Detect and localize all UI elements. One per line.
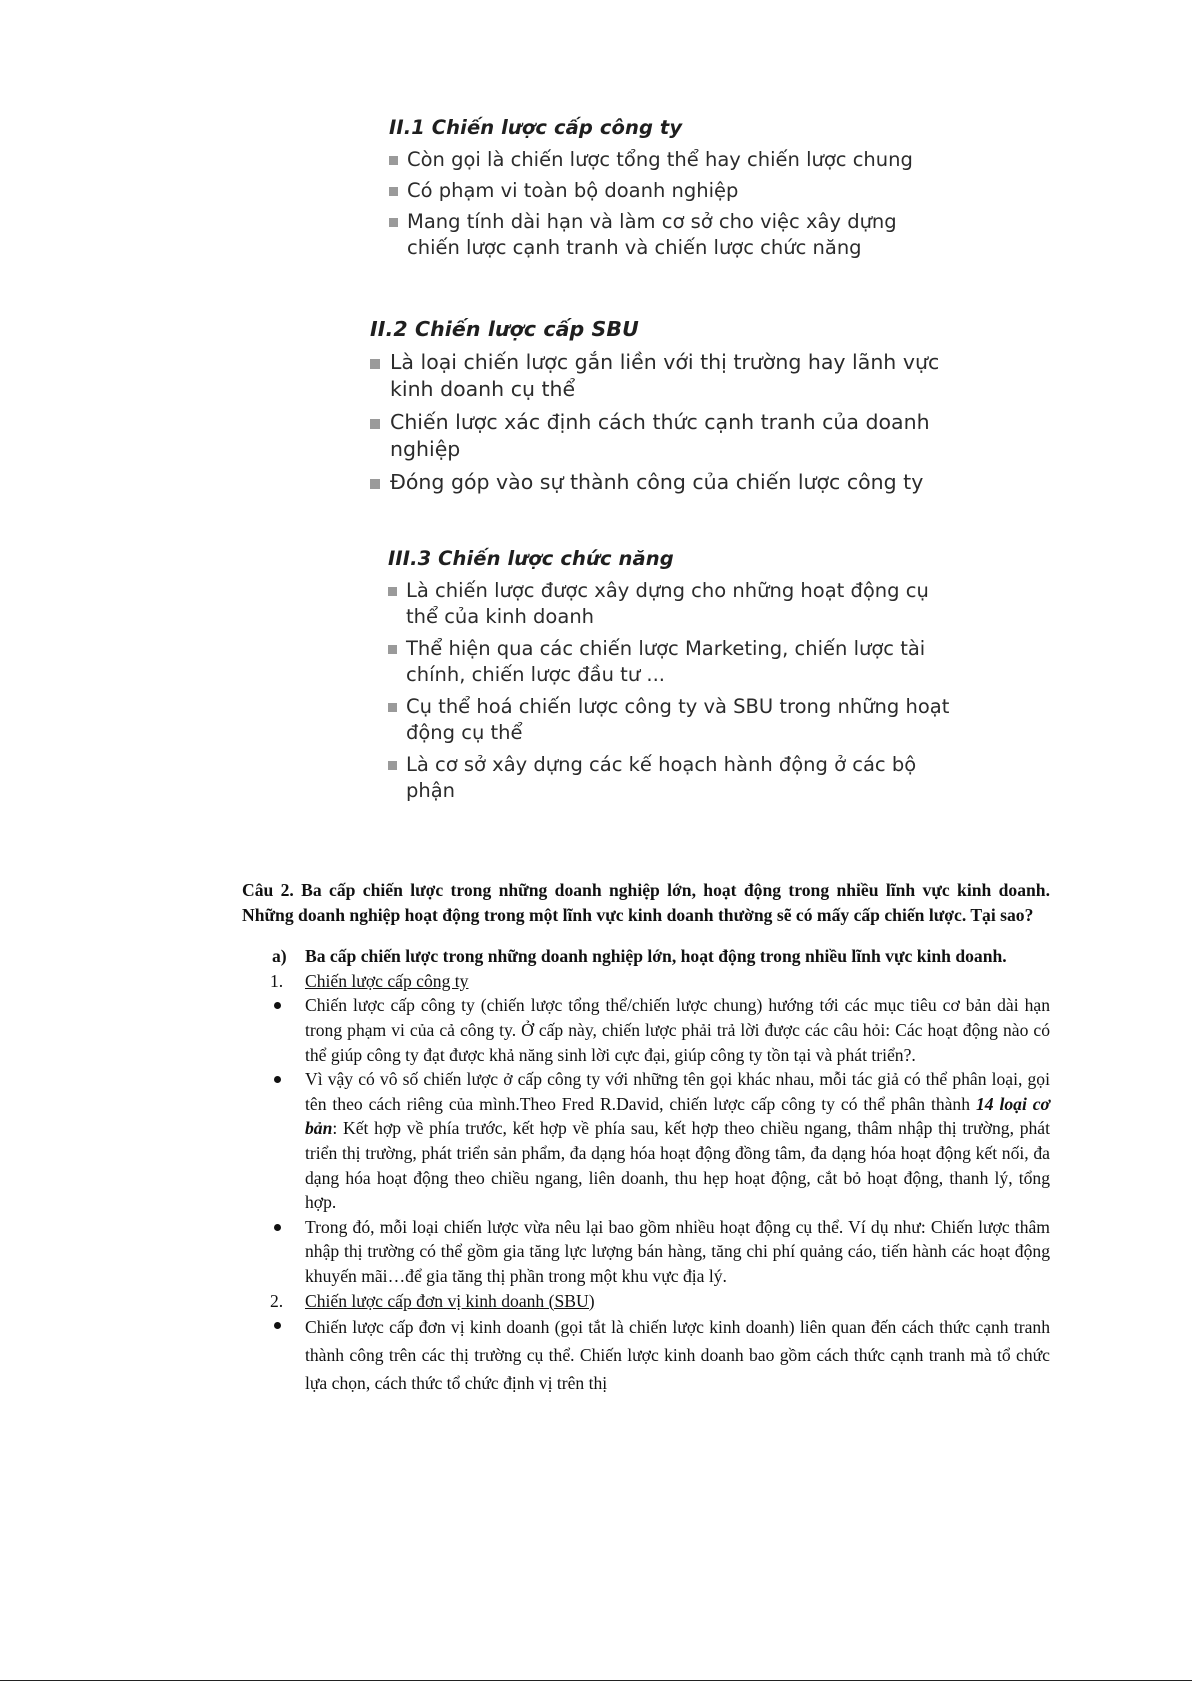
slide-section-functional-strategy [388,547,958,810]
slide-bullet-list [370,349,960,496]
slide-bullet-list [389,147,949,261]
slide-bullet-item: Có phạm vi toàn bộ doanh nghiệp [389,178,949,204]
square-bullet-icon [370,419,380,429]
slide-title: II.2 Chiến lược cấp SBU [370,317,639,341]
slide-bullet-item: Đóng góp vào sự thành công của chiến lược công ty [370,469,960,496]
square-bullet-icon [370,359,380,369]
numbered-item-title: Chiến lược cấp đơn vị kinh doanh (SBU) [305,1290,595,1311]
slide-bullet-item: Là chiến lược được xây dựng cho những hoạt động cụ thể của kinh doanh [388,578,958,630]
slide-title: III.3 Chiến lược chức năng [388,547,674,570]
slide-bullet-item: Là cơ sở xây dựng các kế hoạch hành động ở các bộ phận [388,752,958,804]
bullet-paragraph [242,1067,1050,1215]
slide-bullet-item: Là loại chiến lược gắn liền với thị trường hay lãnh vực kinh doanh cụ thể [370,349,960,403]
bullet-dot-icon [274,1224,281,1231]
square-bullet-icon [389,218,398,227]
square-bullet-icon [389,187,398,196]
page-bottom-rule [0,1680,1192,1681]
slide-section-corporate-strategy [389,116,949,266]
sub-heading-text: Ba cấp chiến lược trong những doanh nghiệp lớn, hoạt động trong nhiều lĩnh vực kinh doanh. [305,946,1007,967]
list-marker: 2. [270,1290,284,1311]
slide-bullet-item: Còn gọi là chiến lược tổng thể hay chiến lược chung [389,147,949,173]
square-bullet-icon [388,645,397,654]
slide-bullet-list [388,578,958,804]
slide-title: II.1 Chiến lược cấp công ty [389,116,683,139]
slide-bullet-item: Thể hiện qua các chiến lược Marketing, chiến lược tài chính, chiến lược đầu tư ... [388,636,958,688]
slide-bullet-item: Mang tính dài hạn và làm cơ sở cho việc xây dựng chiến lược cạnh tranh và chiến lược chức năng [389,209,949,261]
paragraph-text: Vì vậy có vô số chiến lược ở cấp công ty với những tên gọi khác nhau, mỗi tác giả có thể phân loại, gọi tên theo cách riêng của mình.Theo Fred R.David, chiến lược cấp công ty có thể phân thành 14 loại cơ bản: Kết hợp về phía trước, kết hợp về phía sau, kết hợp theo chiều ngang, thâm nhập thị trường, phát triển thị trường, phát triển sản phẩm, đa dạng hóa hoạt động đồng tâm, đa dạng hóa hoạt động kết nối, đa dạng hóa hoạt động theo chiều ngang, liên doanh, thu hẹp hoạt động, cắt bỏ hoạt động, thanh lý, tổng hợp. [305,1069,1050,1213]
slide-bullet-item: Cụ thể hoá chiến lược công ty và SBU trong những hoạt động cụ thể [388,694,958,746]
numbered-item-title: Chiến lược cấp công ty [305,970,469,991]
bullet-paragraph [242,1215,1050,1289]
numbered-item-1 [242,969,1050,994]
emphasis-text: 14 loại cơ bản [305,1093,1050,1139]
paragraph-text: Chiến lược cấp đơn vị kinh doanh (gọi tắt là chiến lược kinh doanh) liên quan đến cách thức cạnh tranh thành công trên các thị trường cụ thể. Chiến lược kinh doanh bao gồm cách thức cạnh tranh mà tổ chức lựa chọn, cách thức tổ chức định vị trên thị [305,1317,1050,1394]
square-bullet-icon [388,587,397,596]
document-body [242,878,1050,1397]
sub-heading-a [242,944,1050,969]
list-marker: a) [272,946,287,967]
square-bullet-icon [370,479,380,489]
slide-bullet-item: Chiến lược xác định cách thức cạnh tranh của doanh nghiệp [370,409,960,463]
bullet-dot-icon [274,1002,281,1009]
square-bullet-icon [388,703,397,712]
list-marker: 1. [270,970,284,991]
paragraph-text: Trong đó, mỗi loại chiến lược vừa nêu lại bao gồm nhiều hoạt động cụ thể. Ví dụ như: Chiến lược thâm nhập thị trường có thể gồm gia tăng lực lượng bán hàng, tăng chi phí quảng cáo, tiến hành các hoạt động khuyến mãi…để gia tăng thị phần trong một khu vực địa lý. [305,1216,1050,1286]
bullet-paragraph [242,1313,1050,1397]
slide-section-sbu-strategy [370,317,960,502]
square-bullet-icon [388,761,397,770]
bullet-dot-icon [274,1076,281,1083]
bullet-dot-icon [274,1322,281,1329]
numbered-item-2 [242,1289,1050,1314]
paragraph-text: Chiến lược cấp công ty (chiến lược tổng thể/chiến lược chung) hướng tới các mục tiêu cơ bản dài hạn trong phạm vi của cả công ty. Ở cấp này, chiến lược phải trả lời được các câu hỏi: Các hoạt động nào có thể giúp công ty đạt được khả năng sinh lời cực đại, giúp công ty tồn tại và phát triển?. [305,995,1050,1065]
bullet-paragraph [242,993,1050,1067]
question-heading: Câu 2. Ba cấp chiến lược trong những doanh nghiệp lớn, hoạt động trong nhiều lĩnh vực kinh doanh. Những doanh nghiệp hoạt động trong một lĩnh vực kinh doanh thường sẽ có mấy cấp chiến lược. Tại sao? [242,880,1050,925]
square-bullet-icon [389,156,398,165]
